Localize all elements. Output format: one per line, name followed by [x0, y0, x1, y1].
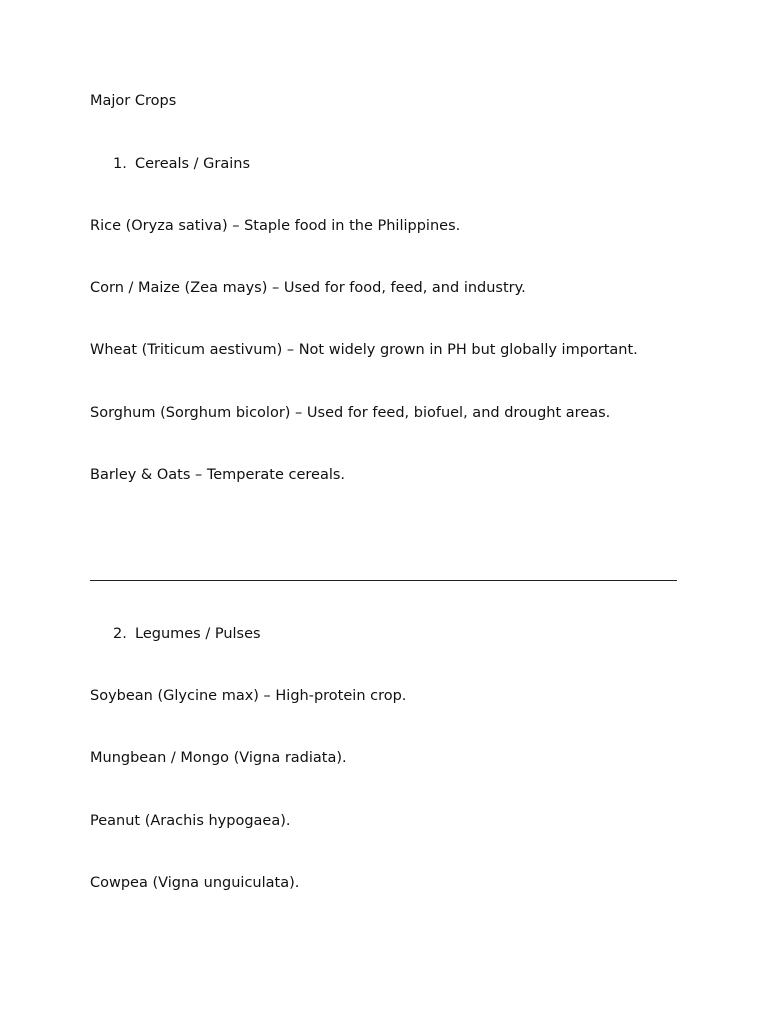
section-number: 1.: [113, 156, 127, 172]
section-heading-cereals: [113, 155, 250, 173]
document-heading: Major Crops: [90, 93, 177, 109]
horizontal-divider: [90, 580, 677, 581]
section-title: Cereals / Grains: [135, 156, 251, 172]
crop-item-sorghum: Sorghum (Sorghum bicolor) – Used for feed, biofuel, and drought areas.: [90, 405, 611, 421]
section-title: Legumes / Pulses: [135, 626, 261, 642]
section-heading-legumes: [113, 625, 261, 643]
crop-item-wheat: Wheat (Triticum aestivum) – Not widely grown in PH but globally important.: [90, 342, 638, 358]
crop-item-corn: Corn / Maize (Zea mays) – Used for food, feed, and industry.: [90, 280, 526, 296]
crop-item-cowpea: Cowpea (Vigna unguiculata).: [90, 875, 300, 891]
section-number: 2.: [113, 626, 127, 642]
crop-item-mungbean: Mungbean / Mongo (Vigna radiata).: [90, 750, 347, 766]
crop-item-peanut: Peanut (Arachis hypogaea).: [90, 813, 291, 829]
crop-item-barley-oats: Barley & Oats – Temperate cereals.: [90, 467, 346, 483]
crop-item-rice: Rice (Oryza sativa) – Staple food in the Philippines.: [90, 218, 461, 234]
crop-item-soybean: Soybean (Glycine max) – High-protein crop.: [90, 688, 407, 704]
